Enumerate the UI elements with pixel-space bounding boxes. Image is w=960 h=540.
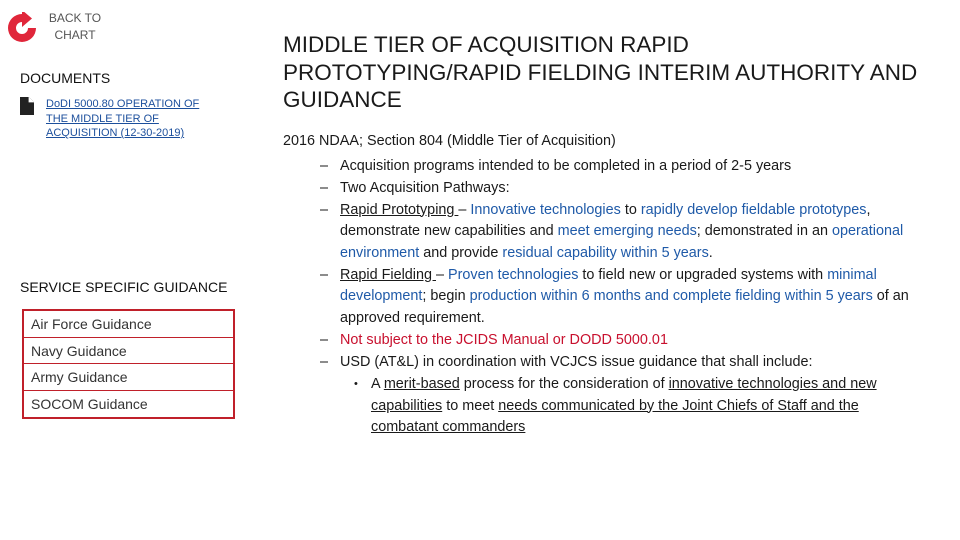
bullet-marker: • xyxy=(354,378,358,390)
rapid-fielding-term: Rapid Fielding xyxy=(340,266,436,283)
jcids-exemption-text: Not subject to the JCIDS Manual or DODD 5000.01 xyxy=(340,331,668,348)
rapid-prototyping-term: Rapid Prototyping xyxy=(340,201,459,218)
section-heading: 2016 NDAA; Section 804 (Middle Tier of Acquisition) xyxy=(283,133,616,149)
air-force-guidance-link[interactable]: Air Force Guidance xyxy=(24,311,233,338)
back-to-chart-button[interactable] xyxy=(6,10,106,46)
highlight-text: residual capability within 5 years xyxy=(502,244,709,261)
highlight-text: production within 6 months and complete fielding within 5 years xyxy=(469,288,873,304)
item-text: A xyxy=(371,376,384,392)
item-text: USD (AT&L) in coordination with VCJCS issue guidance that shall include: xyxy=(340,353,813,370)
item-text: to xyxy=(620,201,641,218)
back-to-chart-label[interactable]: BACK TO CHART xyxy=(48,11,102,42)
dash-marker: – xyxy=(320,331,329,348)
dash-marker: – xyxy=(320,353,329,370)
separator: – xyxy=(436,266,449,283)
guidance-list xyxy=(22,309,235,419)
list-item-pathways xyxy=(283,178,923,200)
army-guidance-link[interactable]: Army Guidance xyxy=(24,364,233,391)
underlined-text: innovative technologies and new capabilities xyxy=(371,376,877,414)
back-arrow-icon[interactable] xyxy=(6,12,38,44)
highlight-text: operational environment xyxy=(340,223,904,261)
dash-marker: – xyxy=(320,266,329,283)
list-item-rapid-prototyping xyxy=(283,200,923,265)
item-text: ; demonstrated in an xyxy=(696,223,832,239)
dash-marker: – xyxy=(320,179,329,196)
highlight-text: Proven technologies xyxy=(448,266,579,283)
list-item-guidance xyxy=(283,352,923,374)
dash-marker: – xyxy=(320,201,329,218)
sub-list-item-merit xyxy=(283,374,923,439)
underlined-text: needs communicated by the Joint Chiefs of Staff and the combatant commanders xyxy=(371,397,859,435)
dodi-5000-80-link[interactable]: DoDI 5000.80 OPERATION OF THE MIDDLE TIER OF ACQUISITION (12-30-2019) xyxy=(46,98,200,139)
highlight-text: rapidly develop fieldable prototypes xyxy=(640,201,867,218)
item-text: , demonstrate new capabilities and xyxy=(340,201,871,239)
document-icon xyxy=(20,97,34,115)
item-text: process for the consideration of xyxy=(459,376,669,392)
navy-guidance-link[interactable]: Navy Guidance xyxy=(24,338,233,365)
service-guidance-heading: SERVICE SPECIFIC GUIDANCE xyxy=(20,279,228,295)
item-text: of an approved requirement. xyxy=(340,288,909,326)
main-content xyxy=(283,131,923,439)
list-item-rapid-fielding xyxy=(283,265,923,330)
list-item-duration xyxy=(283,156,923,178)
item-text: ; begin xyxy=(422,288,470,304)
highlight-text: meet emerging needs xyxy=(557,223,697,239)
item-text: and provide xyxy=(419,244,503,261)
highlight-text: Innovative technologies xyxy=(470,201,621,218)
socom-guidance-link[interactable]: SOCOM Guidance xyxy=(31,395,148,412)
page-title: MIDDLE TIER OF ACQUISITION RAPID PROTOTYPING/RAPID FIELDING INTERIM AUTHORITY AND GUIDANCE xyxy=(283,32,918,112)
list-item-jcids xyxy=(283,330,923,352)
documents-heading: DOCUMENTS xyxy=(20,70,111,86)
item-text: Acquisition programs intended to be completed in a period of 2-5 years xyxy=(340,157,792,174)
underlined-text: merit-based xyxy=(383,376,460,392)
item-text: to meet xyxy=(442,397,499,414)
item-text: Two Acquisition Pathways: xyxy=(340,179,510,196)
item-text: to field new or upgraded systems with xyxy=(578,266,828,283)
dash-marker: – xyxy=(320,157,329,174)
separator: – xyxy=(458,201,471,218)
item-text: . xyxy=(708,244,713,261)
highlight-text: minimal development xyxy=(340,266,877,304)
